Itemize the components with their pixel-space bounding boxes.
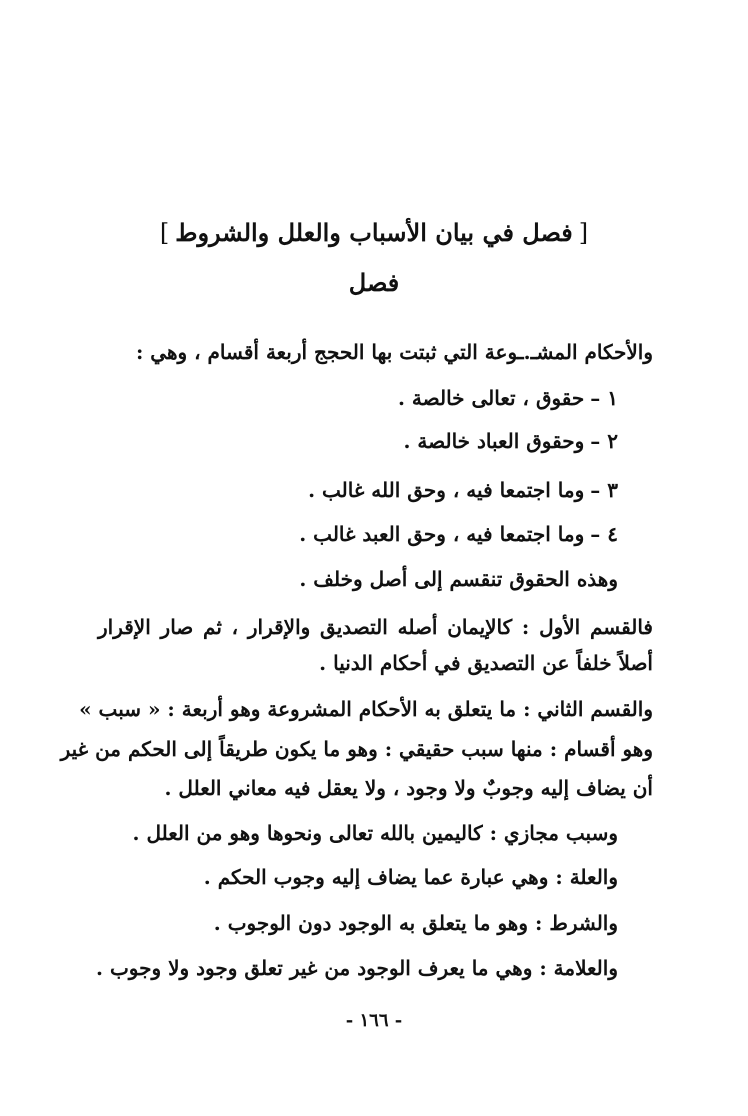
list-item-text: حقوق ، تعالى خالصة . [397,386,585,410]
first-section-line-1: فالقسم الأول : كالإيمان أصله التصديق والإقرار ، ثم صار الإقرار [98,615,653,639]
list-item-number: ٤ – [590,522,618,546]
section-heading-text: فصل في بيان الأسباب والعلل والشروط [175,218,573,247]
list-item [299,519,618,549]
list-item-number: ٢ – [590,429,618,453]
list-item-text: وحقوق العباد خالصة . [403,429,585,453]
list-item-text: وما اجتمعا فيه ، وحق العبد غالب . [299,522,585,546]
list-item-text: وما اجتمعا فيه ، وحق الله غالب . [308,478,585,502]
second-section-line-1: والقسم الثاني : ما يتعلق به الأحكام المشروعة وهو أربعة : « سبب » [79,697,653,721]
section-heading [0,218,748,247]
list-item-number: ١ – [590,386,618,410]
list-item [403,426,618,456]
page-number: - ١٦٦ - [345,1010,403,1031]
division-line: وهذه الحقوق تنقسم إلى أصل وخلف . [299,567,618,591]
definition-line: وسبب مجازي : كاليمين بالله تعالى ونحوها وهو من العلل . [132,821,618,845]
definition-line: والعلة : وهي عبارة عما يضاف إليه وجوب الحكم . [203,865,618,889]
second-section-line-2: وهو أقسام : منها سبب حقيقي : وهو ما يكون طريقاً إلى الحكم من غير [60,737,653,761]
intro-paragraph: والأحكام المشـ.ـوعة التي ثبتت بها الحجج أربعة أقسام ، وهي : [135,340,653,364]
close-bracket: ] [159,219,170,247]
chapter-heading: فصل [348,268,400,297]
open-bracket: [ [578,219,589,247]
second-section-line-3: أن يضاف إليه وجوبٌ ولا وجود ، ولا يعقل فيه معاني العلل . [164,776,653,800]
definition-line: والشرط : وهو ما يتعلق به الوجود دون الوجوب . [213,911,618,935]
first-section-line-2: أصلاً خلفاً عن التصديق في أحكام الدنيا . [319,651,653,675]
list-item [398,383,618,413]
list-item [308,475,618,505]
list-item-number: ٣ – [590,478,618,502]
definition-line: والعلامة : وهي ما يعرف الوجود من غير تعلق وجود ولا وجوب . [96,956,618,980]
